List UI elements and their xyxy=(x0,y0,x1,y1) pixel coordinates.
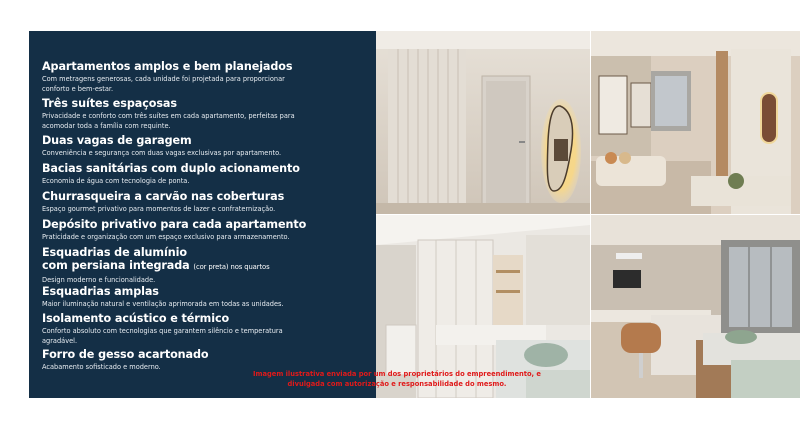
feature-4 xyxy=(42,162,312,186)
feature-description: Praticidade e organização com um espaço exclusivo para armazenamento. xyxy=(42,233,290,241)
feature-6 xyxy=(42,218,312,242)
feature-2 xyxy=(42,97,312,131)
hallway-photo xyxy=(376,31,590,214)
bedroom-desk-photo xyxy=(591,215,800,398)
feature-description: Conforto absoluto com tecnologias que garantem silêncio e temperatura agradável. xyxy=(42,327,283,345)
disclaimer-line-2: divulgada com autorização e responsabilidade do mesmo. xyxy=(287,380,507,388)
feature-9 xyxy=(42,312,312,346)
feature-title: Isolamento acústico e térmico xyxy=(42,312,230,325)
feature-title: Três suítes espaçosas xyxy=(42,97,177,110)
feature-description: Espaço gourmet privativo para momentos de lazer e confraternização. xyxy=(42,205,276,213)
feature-title-line1: Esquadrias de alumínio xyxy=(42,246,187,259)
feature-title: Depósito privativo para cada apartamento xyxy=(42,218,307,231)
feature-title: Bacias sanitárias com duplo acionamento xyxy=(42,162,300,175)
feature-title: Forro de gesso acartonado xyxy=(42,348,209,361)
feature-5 xyxy=(42,190,312,214)
feature-description: Maior iluminação natural e ventilação aprimorada em todas as unidades. xyxy=(42,300,284,308)
feature-1 xyxy=(42,60,312,94)
feature-8 xyxy=(42,285,312,309)
disclaimer-line-1: Imagem ilustrativa enviada por um dos proprietários do empreendimento, e xyxy=(253,370,541,378)
image-disclaimer xyxy=(236,369,558,389)
feature-note: (cor preta) nos quartos xyxy=(193,263,270,271)
feature-7 xyxy=(42,246,312,285)
feature-description: Conveniência e segurança com duas vagas exclusivas por apartamento. xyxy=(42,149,282,157)
living-room-photo xyxy=(591,31,800,214)
feature-title: Duas vagas de garagem xyxy=(42,134,192,147)
feature-title: Esquadrias amplas xyxy=(42,285,159,298)
feature-3 xyxy=(42,134,312,158)
feature-title-part: com persiana integrada xyxy=(42,259,190,272)
feature-description: Com metragens generosas, cada unidade foi projetada para proporcionar conforto e bem-estar. xyxy=(42,75,285,93)
feature-description: Acabamento sofisticado e moderno. xyxy=(42,363,161,371)
feature-description: Privacidade e conforto com três suítes em cada apartamento, perfeitas para acomodar toda a família com requinte. xyxy=(42,112,295,130)
feature-title: Apartamentos amplos e bem planejados xyxy=(42,60,293,73)
feature-title: Churrasqueira a carvão nas coberturas xyxy=(42,190,285,203)
feature-description: Economia de água com tecnologia de ponta. xyxy=(42,177,190,185)
feature-description: Design moderno e funcionalidade. xyxy=(42,276,156,284)
feature-title-line2 xyxy=(42,259,312,274)
